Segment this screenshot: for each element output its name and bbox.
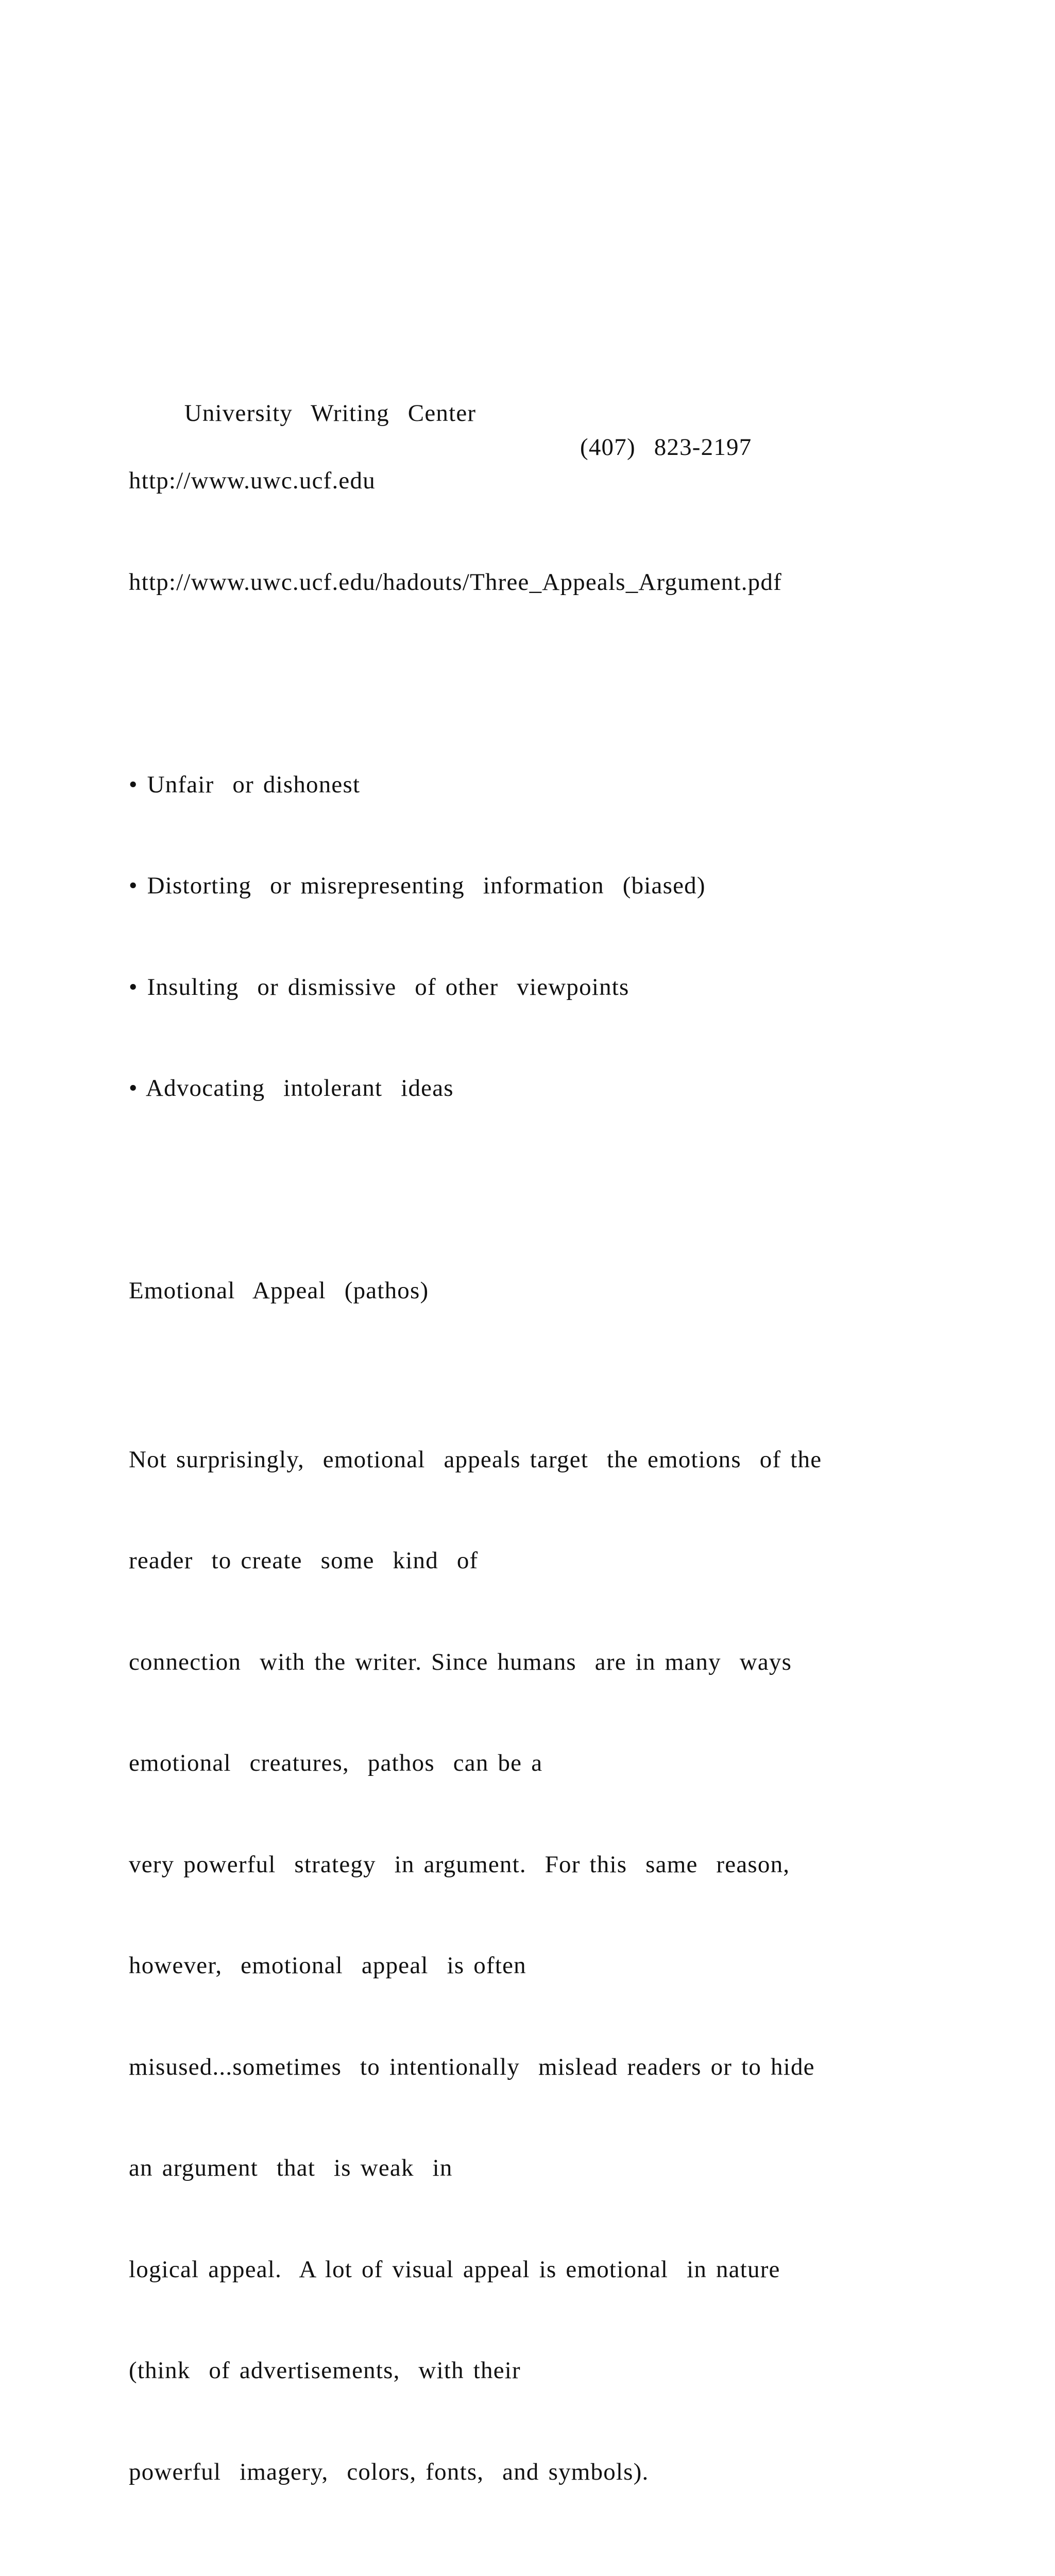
header-line — [129, 363, 932, 461]
paragraph-line: reader to create some kind of — [129, 1547, 479, 1574]
section-heading: Emotional Appeal (pathos) — [129, 1277, 429, 1304]
center-name: University Writing Center — [184, 400, 477, 427]
paragraph-line: an argument that is weak in — [129, 2155, 453, 2181]
url-main: http://www.uwc.ucf.edu — [129, 467, 376, 494]
paragraph-line: misused...sometimes to intentionally mislead readers or to hide — [129, 2053, 815, 2080]
phone-number: (407) 823-2197 — [580, 433, 752, 461]
paragraph-line: very powerful strategy in argument. For this same reason, — [129, 1851, 790, 1878]
paragraph-line: powerful imagery, colors, fonts, and symbols). — [129, 2458, 649, 2485]
list-item: • Distorting or misrepresenting information (biased) — [129, 872, 706, 899]
url-handout: http://www.uwc.ucf.edu/hadouts/Three_Appeals_Argument.pdf — [129, 568, 782, 596]
paragraph-line: logical appeal. A lot of visual appeal is emotional in nature — [129, 2256, 780, 2283]
paragraph-line: however, emotional appeal is often — [129, 1952, 526, 1979]
document-body — [129, 262, 932, 2576]
paragraph-line: Not surprisingly, emotional appeals target the emotions of the — [129, 1446, 822, 1473]
paragraph-line: (think of advertisements, with their — [129, 2357, 521, 2384]
list-item: • Unfair or dishonest — [129, 771, 361, 798]
list-item: • Advocating intolerant ideas — [129, 1075, 454, 1101]
list-item: • Insulting or dismissive of other viewpoints — [129, 973, 629, 1001]
paragraph-line: emotional creatures, pathos can be a — [129, 1750, 543, 1776]
paragraph-line: connection with the writer. Since humans are in many ways — [129, 1648, 792, 1675]
